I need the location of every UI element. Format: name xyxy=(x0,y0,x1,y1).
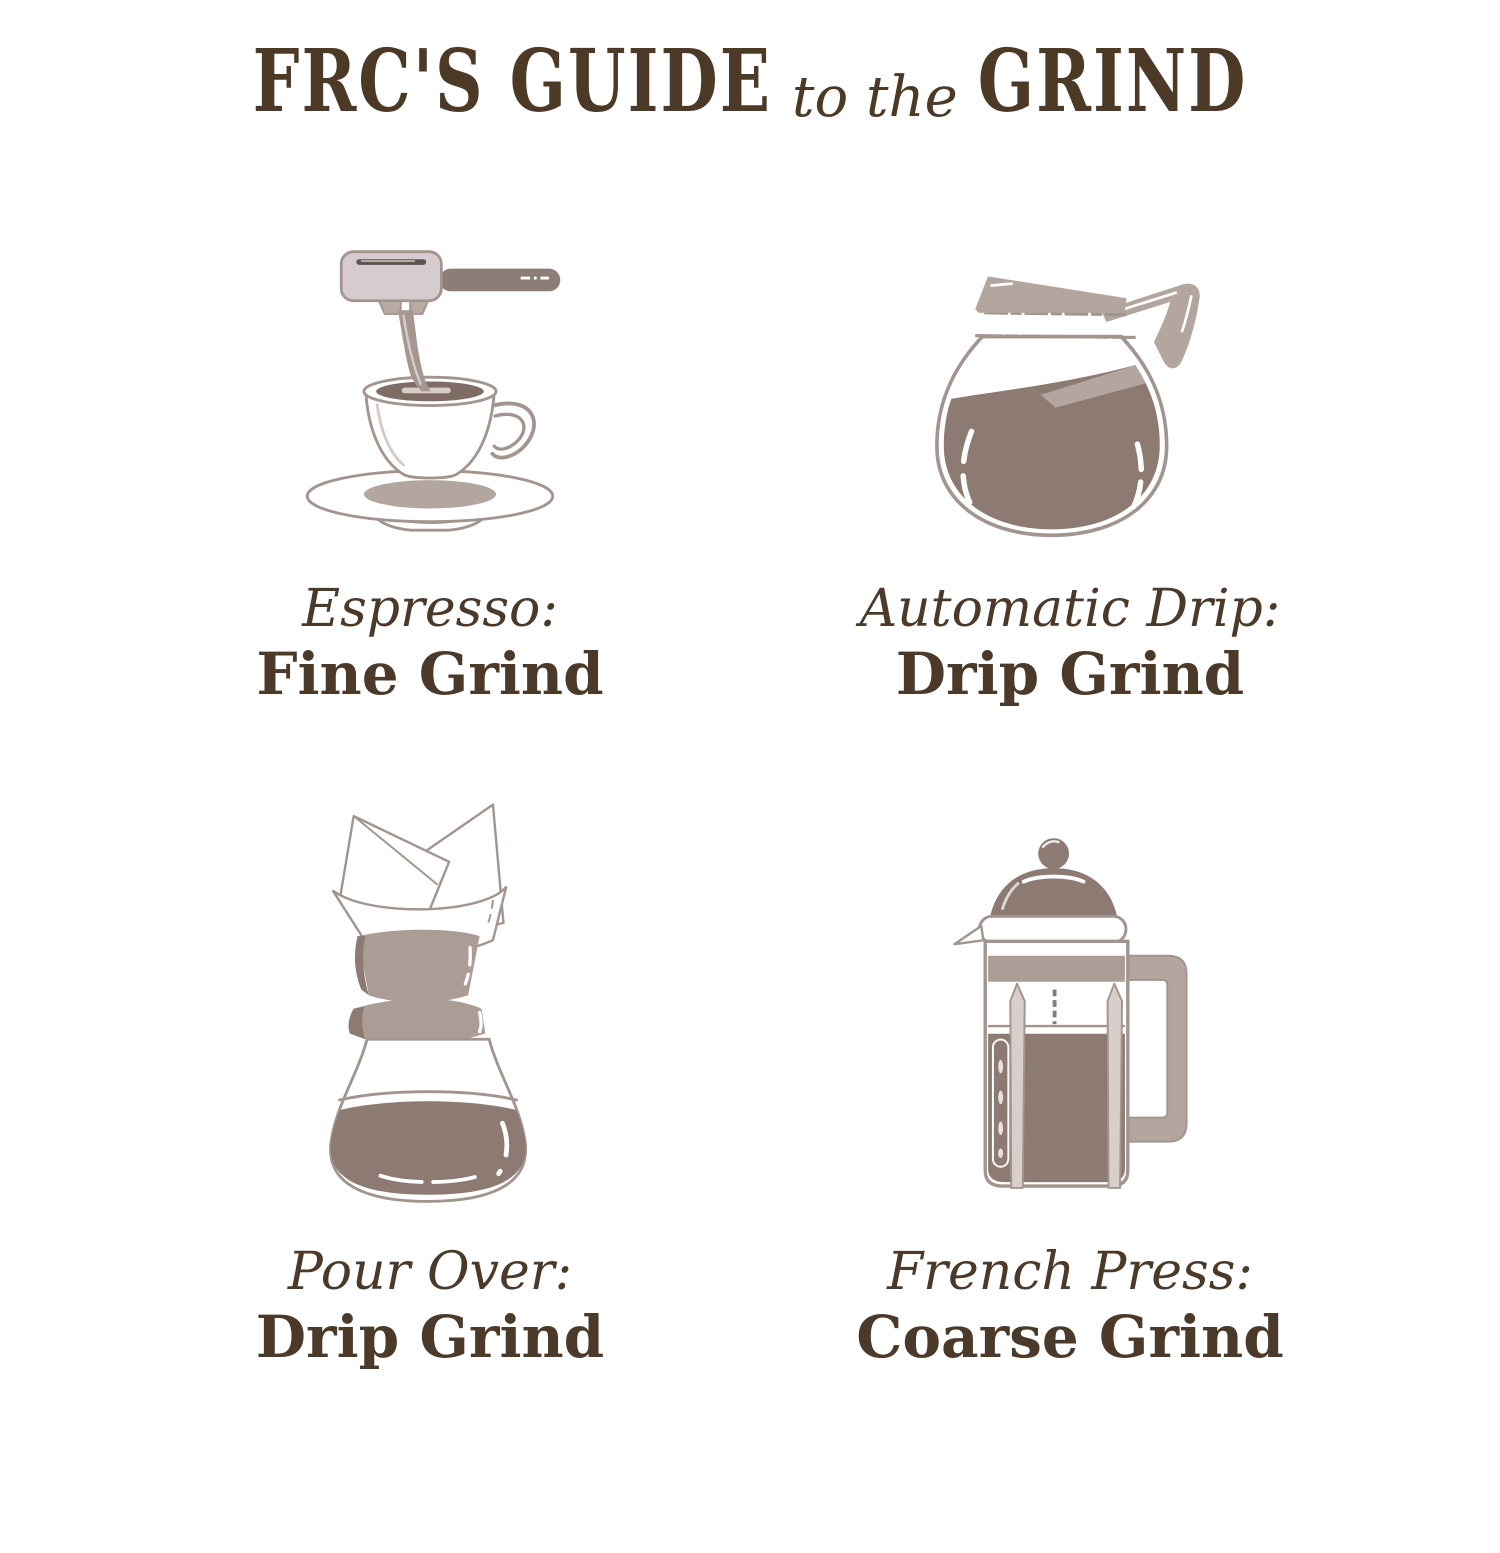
drip-coffee-carafe-icon xyxy=(915,258,1225,550)
title-part2: GRIND xyxy=(977,30,1248,132)
automatic-drip-label xyxy=(860,580,1281,707)
grind-guide-poster xyxy=(0,30,1500,1553)
french-press-icon-box xyxy=(935,783,1205,1213)
grind-name: Drip Grind xyxy=(895,640,1245,709)
grind-name: Fine Grind xyxy=(256,640,604,709)
page-title xyxy=(0,30,1500,132)
method-name: Automatic Drip: xyxy=(859,579,1281,639)
french-press-label xyxy=(856,1243,1284,1370)
method-name: French Press: xyxy=(887,1242,1253,1303)
method-card-automatic-drip xyxy=(750,220,1390,707)
pour-over-icon-box xyxy=(306,783,554,1213)
grind-name: Drip Grind xyxy=(255,1303,605,1372)
method-card-french-press xyxy=(750,783,1390,1370)
espresso-portafilter-cup-icon xyxy=(260,229,600,550)
method-grid xyxy=(110,220,1390,1370)
method-name: Pour Over: xyxy=(287,1242,573,1303)
automatic-drip-icon-box xyxy=(915,220,1225,550)
pour-over-chemex-icon xyxy=(306,793,554,1213)
french-press-icon xyxy=(935,818,1205,1213)
title-part1: FRC'S GUIDE xyxy=(252,30,773,132)
espresso-icon-box xyxy=(260,220,600,550)
method-card-espresso xyxy=(110,220,750,707)
pour-over-label xyxy=(256,1243,604,1370)
grind-name: Coarse Grind xyxy=(856,1303,1284,1372)
title-script: to the xyxy=(792,65,958,130)
espresso-label xyxy=(256,580,603,707)
method-card-pour-over xyxy=(110,783,750,1370)
method-name: Espresso: xyxy=(302,579,558,639)
